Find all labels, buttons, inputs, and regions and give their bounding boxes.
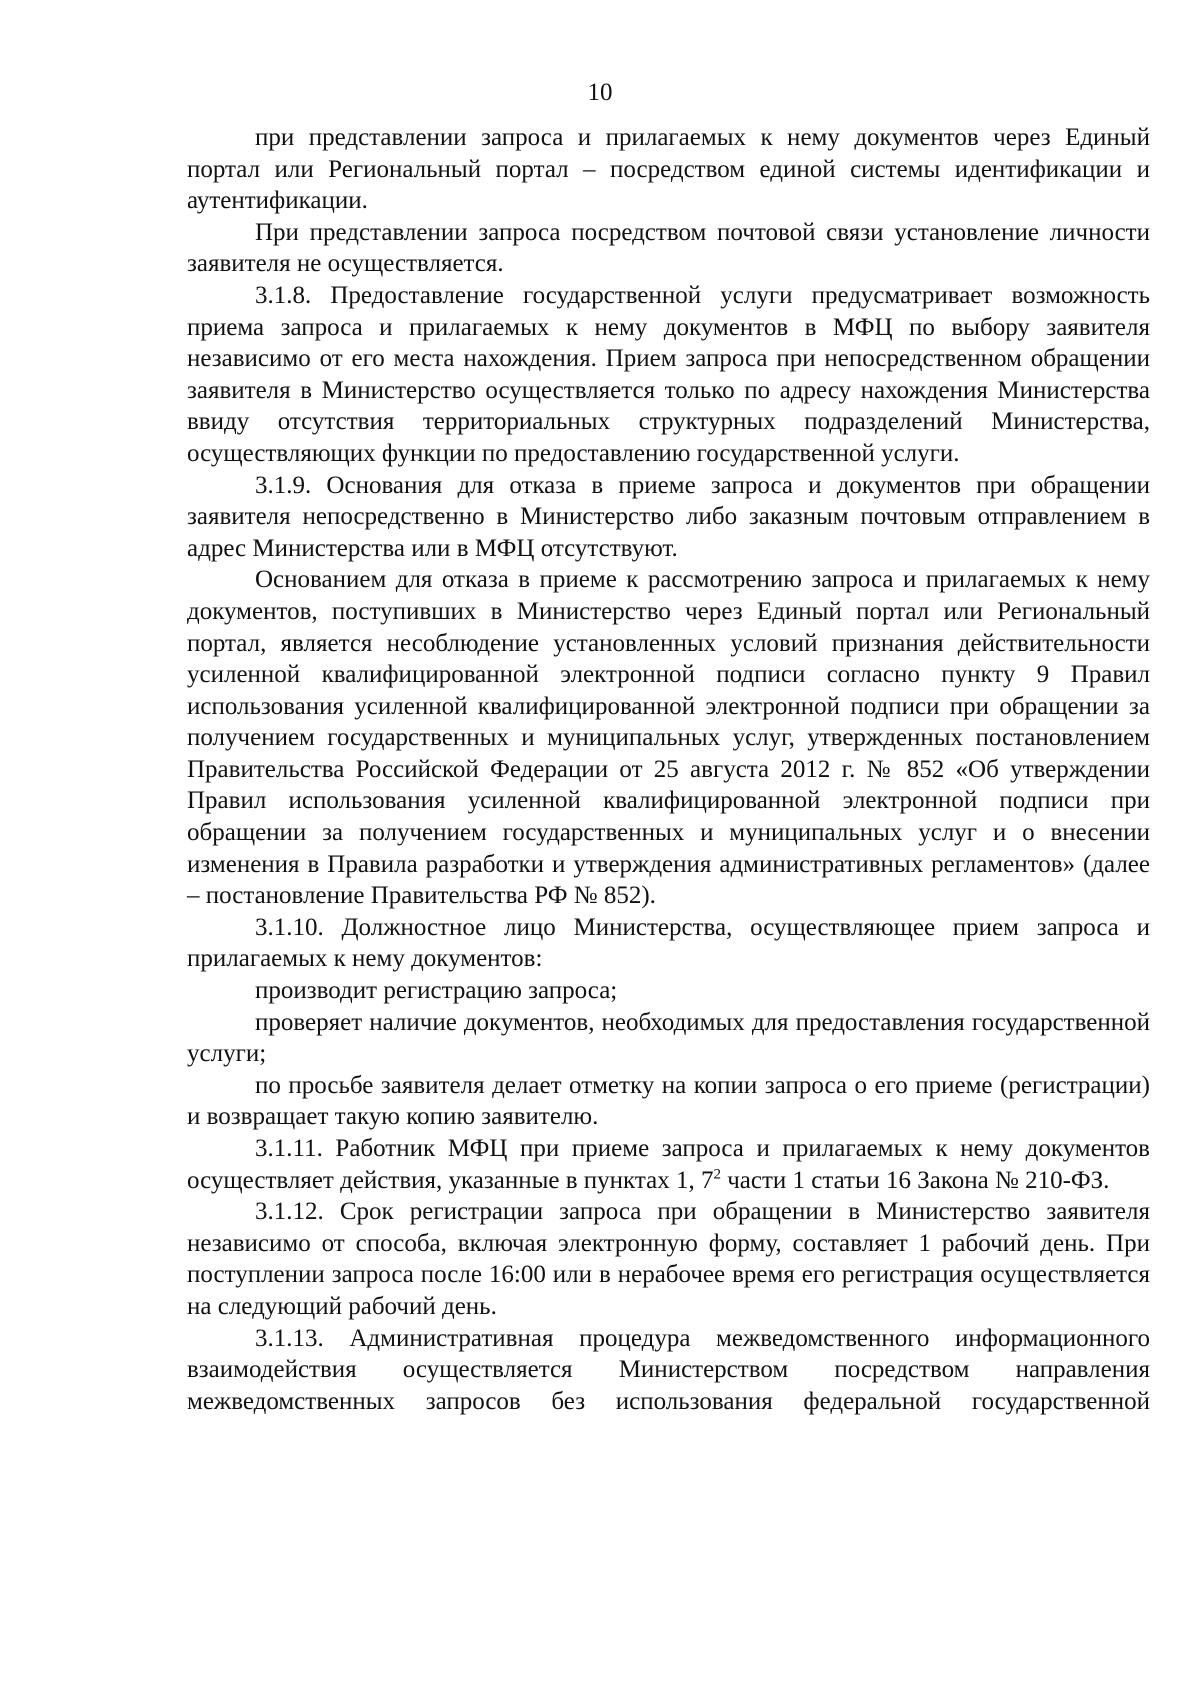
paragraph-3-1-12: 3.1.12. Срок регистрации запроса при обращении в Министерство заявителя независимо от способа, включая электронную форму, составляет 1 рабочий день. При поступлении запроса после 16:00 или в нерабочее время его регистрация осуществляется на следующий рабочий день. xyxy=(187,1198,1150,1320)
list-item-check-documents: проверяет наличие документов, необходимых для предоставления государственной услуги; xyxy=(187,1008,1150,1068)
paragraph-identification: при представлении запроса и прилагаемых к нему документов через Единый портал или Региональный портал – посредством единой системы идентификации и аутентификации. xyxy=(187,124,1150,215)
list-item-registration: производит регистрацию запроса; xyxy=(255,977,618,1005)
page-number: 10 xyxy=(587,79,613,106)
paragraph-3-1-10: 3.1.10. Должностное лицо Министерства, осуществляющее прием запроса и прилагаемых к нему документов: xyxy=(187,913,1150,973)
paragraph-3-1-11-text-start: 3.1.11. Работник МФЦ при приеме запроса и прилагаемых к нему документов осуществляет действия, указанные в пунктах 1, 7 xyxy=(187,1135,1150,1194)
paragraph-postal-identity: При представлении запроса посредством почтовой связи установление личности заявителя не осуществляется. xyxy=(187,218,1150,278)
superscript-index: 2 xyxy=(713,1166,721,1183)
paragraph-3-1-11 xyxy=(187,1133,1150,1196)
list-item-copy-mark: по просьбе заявителя делает отметку на копии запроса о его приеме (регистрации) и возвращает такую копию заявителю. xyxy=(187,1071,1150,1131)
paragraph-3-1-8: 3.1.8. Предоставление государственной услуги предусматривает возможность приема запроса и прилагаемых к нему документов в МФЦ по выбору заявителя независимо от его места нахождения. Прием запроса при непосредственном обращении заявителя в Министерство осуществляется только по адресу нахождения Министерства ввиду отсутствия территориальных структурных подразделений Министерства, осуществляющих функции по предоставлению государственной услуги. xyxy=(187,281,1150,467)
paragraph-3-1-9: 3.1.9. Основания для отказа в приеме запроса и документов при обращении заявителя непосредственно в Министерство либо заказным почтовым отправлением в адрес Министерства или в МФЦ отсутствуют. xyxy=(187,471,1150,562)
paragraph-3-1-11-text-end: части 1 статьи 16 Закона № 210-ФЗ. xyxy=(720,1166,1110,1194)
document-body xyxy=(187,122,1150,1417)
paragraph-refusal-grounds: Основанием для отказа в приеме к рассмотрению запроса и прилагаемых к нему документов, поступивших в Министерство через Единый портал или Региональный портал, является несоблюдение установленных условий признания действительности усиленной квалифицированной электронной подписи согласно пункту 9 Правил использования усиленной квалифицированной электронной подписи при обращении за получением государственных и муниципальных услуг, утвержденных постановлением Правительства Российской Федерации от 25 августа 2012 г. № 852 «Об утверждении Правил использования усиленной квалифицированной электронной подписи при обращении за получением государственных и муниципальных услуг и о внесении изменения в Правила разработки и утверждения административных регламентов» (далее – постановление Правительства РФ № 852). xyxy=(187,566,1150,910)
paragraph-3-1-13: 3.1.13. Административная процедура межведомственного информационного взаимодействия осуществляется Министерством посредством направления межведомственных запросов без использования федеральной государственной xyxy=(187,1324,1150,1415)
